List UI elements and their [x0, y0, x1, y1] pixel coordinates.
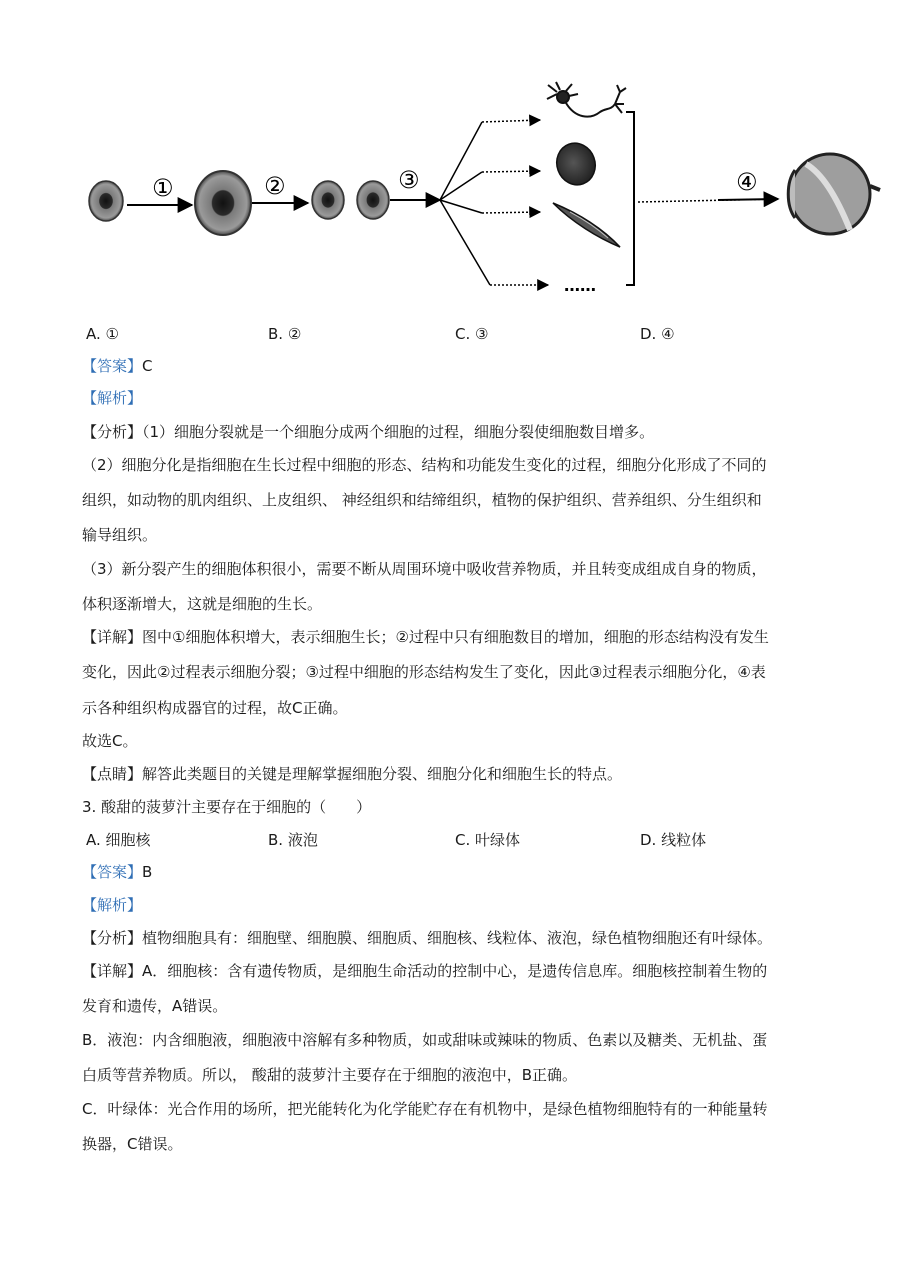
q2-fenxi-1: 【分析】（1）细胞分裂就是一个细胞分成两个细胞的过程，细胞分裂使细胞数目增多。	[82, 423, 655, 441]
q2-option-c: C. ③	[455, 325, 489, 343]
step-label-3: ③	[398, 166, 420, 194]
eye-organ-icon	[788, 154, 880, 234]
q2-fenxi-2b: 组织，如动物的肌肉组织、上皮组织、 神经组织和结缔组织，植物的保护组织、营养组织、分生组织和	[82, 491, 762, 509]
muscle-cell-icon	[553, 203, 620, 247]
q2-fenxi-2c: 输导组织。	[82, 526, 158, 544]
more-cells-ellipsis: ……	[564, 276, 596, 295]
q3-option-c: C. 叶绿体	[455, 831, 521, 849]
answer-tag: 【答案】	[82, 357, 143, 375]
q3-detail-c1: C．叶绿体：光合作用的场所，把光能转化为化学能贮存在有机物中，是绿色植物细胞特有的一种能量转	[82, 1100, 768, 1118]
q2-fenxi-3b: 体积逐渐增大，这就是细胞的生长。	[82, 595, 323, 613]
q2-detail-c: 示各种组织构成器官的过程，故C正确。	[82, 699, 348, 717]
q3-detail-a1: 【详解】A．细胞核：含有遗传物质，是细胞生命活动的控制中心，是遗传信息库。细胞核控制着生物的	[82, 962, 768, 980]
q3-analysis-tag: 【解析】	[82, 896, 143, 914]
q2-option-a: A. ①	[86, 325, 119, 343]
q2-option-d: D. ④	[640, 325, 675, 343]
q3-detail-b1: B．液泡：内含细胞液，细胞液中溶解有多种物质，如或甜味或辣味的物质、色素以及糖类、无机盐、蛋	[82, 1031, 768, 1049]
q2-detail-a: 【详解】图中①细胞体积增大，表示细胞生长；②过程中只有细胞数目的增加，细胞的形态结构没有发生	[82, 628, 769, 646]
q3-stem: 3. 酸甜的菠萝汁主要存在于细胞的（ ）	[82, 798, 372, 816]
q2-answer-line	[82, 356, 153, 376]
step-label-2: ②	[264, 172, 286, 200]
neuron-cell-icon	[547, 82, 626, 117]
q3-option-b: B. 液泡	[268, 831, 318, 849]
cell-development-diagram	[0, 70, 909, 310]
answer-tag: 【答案】	[82, 863, 143, 881]
q2-choose: 故选C。	[82, 732, 138, 750]
q2-answer: C	[142, 357, 153, 375]
q3-option-a: A. 细胞核	[86, 831, 151, 849]
step-label-4: ④	[736, 168, 758, 196]
q2-dianjing: 【点睛】解答此类题目的关键是理解掌握细胞分裂、细胞分化和细胞生长的特点。	[82, 765, 623, 783]
blood-cell-icon	[551, 138, 601, 190]
large-cell	[195, 171, 251, 235]
q2-analysis-tag: 【解析】	[82, 389, 143, 407]
q3-detail-c2: 换器，C错误。	[82, 1135, 183, 1153]
q3-answer: B	[142, 863, 153, 881]
differentiation-branches	[440, 120, 548, 285]
tissue-bracket	[626, 112, 634, 285]
divided-cells	[312, 181, 389, 219]
q2-fenxi-3a: （3）新分裂产生的细胞体积很小，需要不断从周围环境中吸收营养物质，并且转变成组成自身的物质，	[82, 560, 767, 578]
q3-fenxi: 【分析】植物细胞具有：细胞壁、细胞膜、细胞质、细胞核、线粒体、液泡，绿色植物细胞还有叶绿体。	[82, 929, 773, 947]
q3-detail-a2: 发育和遗传，A错误。	[82, 997, 228, 1015]
q3-answer-line	[82, 862, 152, 882]
q2-detail-b: 变化，因此②过程表示细胞分裂；③过程中细胞的形态结构发生了变化，因此③过程表示细胞分化，④表	[82, 663, 766, 681]
q2-option-b: B. ②	[268, 325, 302, 343]
q2-fenxi-2a: （2）细胞分化是指细胞在生长过程中细胞的形态、结构和功能发生变化的过程，细胞分化形成了不同的	[82, 456, 767, 474]
step-label-1: ①	[152, 174, 174, 202]
q3-option-d: D. 线粒体	[640, 831, 707, 849]
q3-detail-b2: 白质等营养物质。所以， 酸甜的菠萝汁主要存在于细胞的液泡中，B正确。	[82, 1066, 578, 1084]
small-cell	[89, 181, 123, 221]
